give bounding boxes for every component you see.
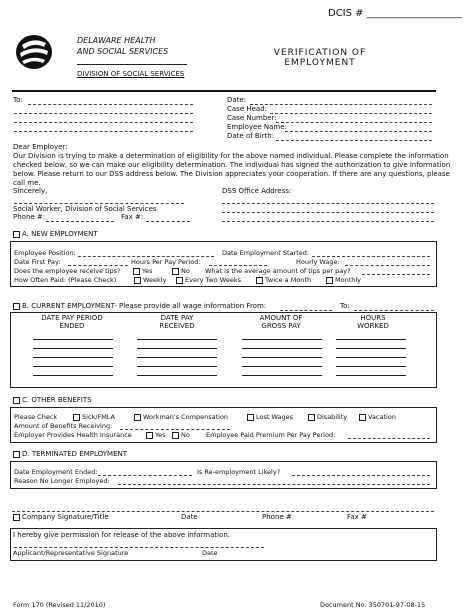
document-number: Document No. 350701-97-08-15 xyxy=(320,601,426,609)
vacation-option[interactable]: Vacation xyxy=(359,413,396,421)
hourly-wage-field[interactable] xyxy=(345,265,430,266)
disability-option[interactable]: Disability xyxy=(308,413,347,421)
insurance-yes[interactable]: Yes xyxy=(146,431,166,439)
signature-fax-label: Fax # xyxy=(347,513,367,521)
tips-average-field[interactable] xyxy=(362,274,430,275)
dcis-label: DCIS # ___________________ xyxy=(328,8,462,19)
wage-cell[interactable] xyxy=(137,339,217,340)
wage-cell[interactable] xyxy=(33,375,113,376)
to-date-label: To: xyxy=(340,302,350,310)
two-weeks-checkbox[interactable] xyxy=(176,277,183,284)
letter-text: Dear Employer: Our Division is trying to make a determination of eligibility for the above named individual. Please complete the information checked below, so we can make our eligibility determination. The individual has signed the authorization to give information below. Please return to our DSS address below. The Division appreciates your cooperation. If there are any questions, please call me. xyxy=(13,143,451,187)
form-title: VERIFICATION OF EMPLOYMENT xyxy=(273,48,367,68)
section-d-title: D. TERMINATED EMPLOYMENT xyxy=(13,450,127,459)
signature-date-label: Date xyxy=(181,513,198,521)
case-number-label: Case Number: xyxy=(227,114,277,122)
permission-date-label: Date xyxy=(202,549,218,557)
section-c-title: C. OTHER BENEFITS xyxy=(13,396,92,405)
social-worker-label: Social Worker, Division of Social Services xyxy=(13,205,157,213)
wage-cell[interactable] xyxy=(242,375,322,376)
case-number-field[interactable] xyxy=(276,122,432,123)
dhss-logo xyxy=(14,33,54,71)
wage-cell[interactable] xyxy=(33,348,113,349)
lost-wages-checkbox[interactable] xyxy=(247,414,254,421)
company-signature-checkbox[interactable] xyxy=(13,514,20,521)
applicant-signature-line[interactable] xyxy=(14,547,264,548)
phone-label: Phone #: xyxy=(13,213,46,221)
hours-period-field[interactable] xyxy=(209,265,267,266)
company-signature: Company Signature/Title xyxy=(13,513,109,522)
tips-average-label: What is the average amount of tips per pay? xyxy=(205,267,351,275)
sincerely: Sincerely, xyxy=(13,187,48,195)
wage-cell[interactable] xyxy=(336,366,406,367)
amount-field[interactable] xyxy=(120,429,230,430)
vacation-checkbox[interactable] xyxy=(359,414,366,421)
dob-label: Date of Birth: xyxy=(227,132,275,140)
col-period-ended: DATE PAY PERIOD ENDED xyxy=(41,314,103,330)
wage-cell[interactable] xyxy=(336,357,406,358)
dss-line-2[interactable] xyxy=(222,212,434,213)
date-started-field[interactable] xyxy=(312,256,430,257)
phone-field[interactable] xyxy=(46,221,114,222)
dss-line-1[interactable] xyxy=(222,203,434,204)
wage-cell[interactable] xyxy=(33,357,113,358)
wage-cell[interactable] xyxy=(137,348,217,349)
sick-option[interactable]: Sick/FMLA xyxy=(73,413,115,421)
agency-name: DELAWARE HEALTH AND SOCIAL SERVICES xyxy=(77,36,169,56)
section-c-checkbox[interactable] xyxy=(13,397,20,404)
employee-name-label: Employee Name: xyxy=(227,123,287,131)
twice-month-checkbox[interactable] xyxy=(256,277,263,284)
insurance-no-checkbox[interactable] xyxy=(172,432,179,439)
section-d-checkbox[interactable] xyxy=(13,451,20,458)
wage-cell[interactable] xyxy=(137,357,217,358)
amount-label: Amount of Benefits Receiving: xyxy=(14,422,113,430)
ended-field[interactable] xyxy=(98,475,192,476)
signature-line[interactable] xyxy=(14,203,184,204)
reason-label: Reason No Longer Employed: xyxy=(14,477,110,485)
insurance-label: Employer Provides Health Insurance xyxy=(14,431,132,439)
to-line-4[interactable] xyxy=(14,131,193,132)
workers-comp-option[interactable]: Workman's Compensation xyxy=(134,413,228,421)
monthly-checkbox[interactable] xyxy=(326,277,333,284)
date-started-label: Date Employment Started: xyxy=(222,249,310,257)
wage-cell[interactable] xyxy=(137,375,217,376)
weekly-checkbox[interactable] xyxy=(134,277,141,284)
hourly-wage-label: Hourly Wage: xyxy=(296,258,340,266)
premium-label: Employee Paid Premium Per Pay Period: xyxy=(206,431,336,439)
twice-month-option[interactable]: Twice a Month xyxy=(256,276,311,284)
disability-checkbox[interactable] xyxy=(308,414,315,421)
section-b-title: B. CURRENT EMPLOYMENT- Please provide all wage information From: xyxy=(13,302,266,311)
case-head-label: Case Head: xyxy=(227,105,268,113)
first-pay-label: Date First Pay: xyxy=(14,258,61,266)
tips-yes[interactable]: Yes xyxy=(133,267,153,275)
to-line-1[interactable] xyxy=(28,104,193,105)
please-check-label: Please Check xyxy=(14,413,58,421)
wage-cell[interactable] xyxy=(336,348,406,349)
hours-period-label: Hours Per Pay Period: xyxy=(131,258,201,266)
monthly-option[interactable]: Monthly xyxy=(326,276,361,284)
case-head-field[interactable] xyxy=(270,113,432,114)
two-weeks-option[interactable]: Every Two Weeks xyxy=(176,276,241,284)
dss-line-3[interactable] xyxy=(222,221,434,222)
tips-question: Does the employee receive tips? xyxy=(14,267,121,275)
reason-field[interactable] xyxy=(118,484,430,485)
how-often-label: How Often Paid: (Please Check) xyxy=(14,276,117,284)
tips-yes-checkbox[interactable] xyxy=(133,268,140,275)
tips-no[interactable]: No xyxy=(172,267,190,275)
signature-phone-label: Phone # xyxy=(262,513,292,521)
wage-cell[interactable] xyxy=(33,366,113,367)
dob-field[interactable] xyxy=(276,140,432,141)
wage-cell[interactable] xyxy=(336,375,406,376)
premium-field[interactable] xyxy=(348,438,430,439)
dss-address-label: DSS Office Address: xyxy=(222,187,292,195)
sick-checkbox[interactable] xyxy=(73,414,80,421)
section-b-checkbox[interactable] xyxy=(13,303,20,310)
applicant-label: Applicant/Representative Signature xyxy=(13,549,129,557)
permission-text: I hereby give permission for release of the above information. xyxy=(13,531,230,539)
wage-cell[interactable] xyxy=(242,357,322,358)
position-label: Employee Position: xyxy=(14,249,76,257)
weekly-option[interactable]: Weekly xyxy=(134,276,166,284)
company-signature-line[interactable] xyxy=(12,511,434,512)
wage-cell[interactable] xyxy=(242,348,322,349)
reemployment-field[interactable] xyxy=(292,475,430,476)
from-field[interactable] xyxy=(280,310,332,311)
col-gross-pay: AMOUNT OF GROSS PAY xyxy=(259,314,303,330)
date-label: Date: xyxy=(227,96,247,104)
to-label: To: xyxy=(13,96,23,104)
insurance-no[interactable]: No xyxy=(172,431,190,439)
wage-cell[interactable] xyxy=(336,339,406,340)
lost-wages-option[interactable]: Lost Wages xyxy=(247,413,293,421)
to-date-field[interactable] xyxy=(354,310,434,311)
col-date-received: DATE PAY RECEIVED xyxy=(159,314,195,330)
col-hours-worked: HOURS WORKED xyxy=(357,314,389,330)
ended-label: Date Employment Ended: xyxy=(14,468,98,476)
tips-no-checkbox[interactable] xyxy=(172,268,179,275)
division-name: DIVISION OF SOCIAL SERVICES xyxy=(77,70,185,78)
dcis-field[interactable]: ___________________ xyxy=(366,8,462,19)
position-field[interactable] xyxy=(78,256,214,257)
section-a-title: A. NEW EMPLOYMENT xyxy=(13,230,98,239)
to-line-2[interactable] xyxy=(14,113,193,114)
date-field[interactable] xyxy=(250,104,432,105)
wage-cell[interactable] xyxy=(137,366,217,367)
workers-comp-checkbox[interactable] xyxy=(134,414,141,421)
reemployment-label: Is Re-employment Likely? xyxy=(197,468,281,476)
wage-cell[interactable] xyxy=(242,366,322,367)
to-line-3[interactable] xyxy=(14,122,193,123)
insurance-yes-checkbox[interactable] xyxy=(146,432,153,439)
fax-field[interactable] xyxy=(146,221,190,222)
employee-name-field[interactable] xyxy=(285,131,432,132)
wage-cell[interactable] xyxy=(242,339,322,340)
wage-cell[interactable] xyxy=(33,339,113,340)
section-a-checkbox[interactable] xyxy=(13,231,20,238)
fax-label: Fax #: xyxy=(121,213,144,221)
form-number: Form 170 (Revised 11/2010) xyxy=(13,601,106,609)
first-pay-field[interactable] xyxy=(68,265,128,266)
